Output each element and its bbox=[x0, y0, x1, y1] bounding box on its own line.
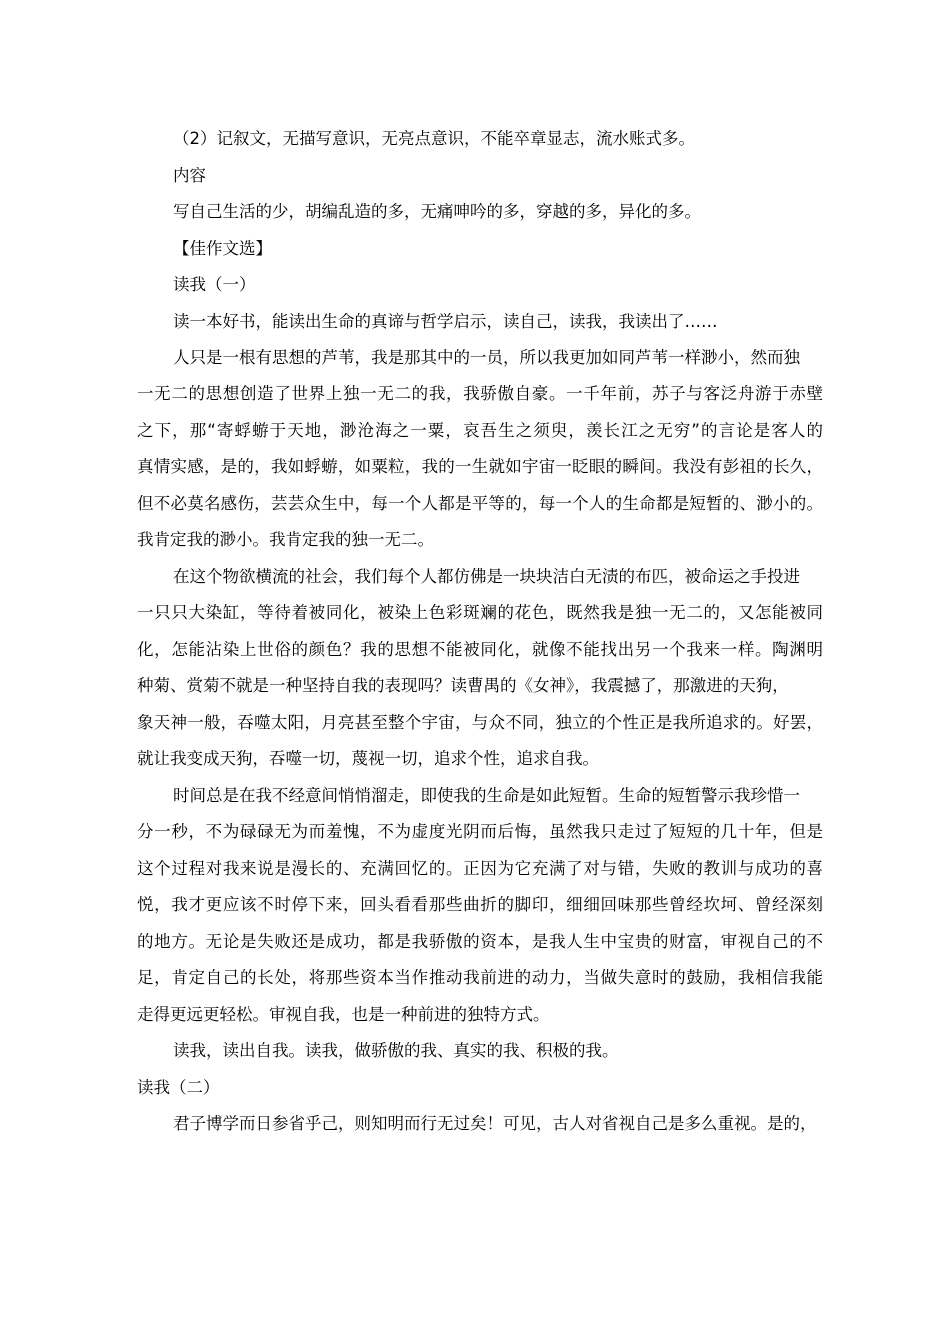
essay-title-two: 读我（二） bbox=[137, 1078, 220, 1097]
essay-one-p3-line: 走得更远更轻松。审视自我，也是一种前进的独特方式。 bbox=[137, 1005, 550, 1024]
essay-one-p2-line: 化，怎能沾染上世俗的颜色？我的思想不能被同化，就像不能找出另一个我来一样。陶渊明 bbox=[137, 640, 823, 659]
essay-one-p1-line: 之下，那“寄蜉蝣于天地，渺沧海之一粟，哀吾生之须臾，羡长江之无穷”的言论是客人的 bbox=[137, 421, 823, 440]
essay-two-p1-line: 君子博学而日参省乎己，则知明而行无过矣！可见，古人对省视自己是多么重视。是的， bbox=[173, 1114, 817, 1133]
essay-one-p2-line: 一只只大染缸，等待着被同化，被染上色彩斑斓的花色，既然我是独一无二的，又怎能被同 bbox=[137, 603, 823, 622]
section-heading-selected-essays: 【佳作文选】 bbox=[173, 239, 272, 258]
essay-one-p3-line: 的地方。无论是失败还是成功，都是我骄傲的资本，是我人生中宝贵的财富，审视自己的不 bbox=[137, 932, 823, 951]
essay-one-p2-line: 就让我变成天狗，吞噬一切，蔑视一切，追求个性，追求自我。 bbox=[137, 749, 599, 768]
essay-one-p2-line: 在这个物欲横流的社会，我们每个人都仿佛是一块块洁白无渍的布匹，被命运之手投进 bbox=[173, 567, 800, 586]
essay-one-p2-line: 种菊、赏菊不就是一种坚持自我的表现吗？读曹禺的《女神》，我震撼了，那激进的天狗， bbox=[137, 676, 789, 695]
essay-one-p1-line: 人只是一根有思想的芦苇，我是那其中的一员，所以我更加如同芦苇一样渺小，然而独 bbox=[173, 348, 800, 367]
essay-one-p1-line: 一无二的思想创造了世界上独一无二的我，我骄傲自豪。一千年前，苏子与客泛舟游于赤壁 bbox=[137, 384, 823, 403]
paragraph-narrative-issues: （2）记叙文，无描写意识，无亮点意识，不能卒章显志，流水账式多。 bbox=[173, 129, 695, 148]
essay-one-p3-line: 时间总是在我不经意间悄悄溜走，即使我的生命是如此短暂。生命的短暂警示我珍惜一 bbox=[173, 786, 800, 805]
essay-one-p3-line: 这个过程对我来说是漫长的、充满回忆的。正因为它充满了对与错，失败的教训与成功的喜 bbox=[137, 859, 823, 878]
essay-one-p2-line: 象天神一般，吞噬太阳，月亮甚至整个宇宙，与众不同，独立的个性正是我所追求的。好罢， bbox=[137, 713, 823, 732]
essay-one-p3-line: 足，肯定自己的长处，将那些资本当作推动我前进的动力，当做失意时的鼓励，我相信我能 bbox=[137, 968, 823, 987]
essay-one-p1-line: 真情实感，是的，我如蜉蝣，如粟粒，我的一生就如宇宙一眨眼的瞬间。我没有彭祖的长久， bbox=[137, 457, 823, 476]
essay-one-intro: 读一本好书，能读出生命的真谛与哲学启示，读自己，读我，我读出了…… bbox=[173, 312, 718, 331]
essay-one-p3-line: 悦，我才更应该不时停下来，回头看看那些曲折的脚印，细细回味那些曾经坎坷、曾经深刻 bbox=[137, 895, 823, 914]
essay-title-one: 读我（一） bbox=[173, 275, 256, 294]
essay-one-p1-line: 我肯定我的渺小。我肯定我的独一无二。 bbox=[137, 530, 434, 549]
essay-one-p1-line: 但不必莫名感伤，芸芸众生中，每一个人都是平等的，每一个人的生命都是短暂的、渺小的。 bbox=[137, 494, 823, 513]
essay-one-p3-line: 分一秒，不为碌碌无为而羞愧，不为虚度光阴而后悔，虽然我只走过了短短的几十年，但是 bbox=[137, 822, 823, 841]
essay-one-conclusion: 读我，读出自我。读我，做骄傲的我、真实的我、积极的我。 bbox=[173, 1041, 619, 1060]
section-heading-content: 内容 bbox=[173, 166, 206, 185]
paragraph-content-issues: 写自己生活的少，胡编乱造的多，无痛呻吟的多，穿越的多，异化的多。 bbox=[173, 202, 701, 221]
